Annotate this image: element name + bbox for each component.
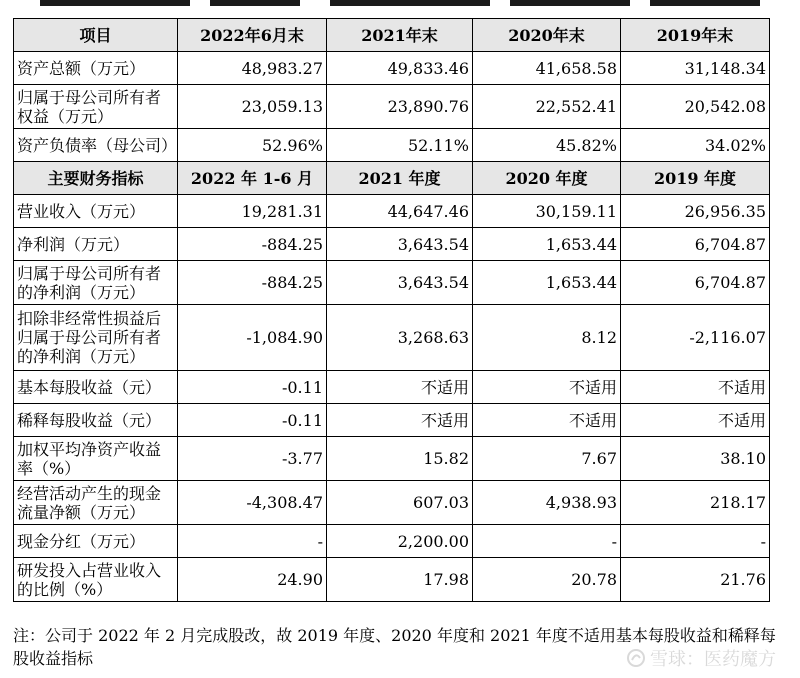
row-label	[14, 404, 178, 437]
table-row	[14, 404, 770, 437]
table-row	[14, 228, 770, 261]
table-row	[14, 85, 770, 129]
value-cell: -884.25	[178, 228, 327, 261]
value-cell: 607.03	[327, 481, 473, 525]
row-label-line: 资产负债率（母公司）	[17, 135, 178, 155]
row-label-line: 加权平均净资产收益	[17, 439, 162, 459]
row-label	[14, 481, 178, 525]
value-cell: 38.10	[621, 437, 770, 481]
value-cell: 3,268.63	[327, 305, 473, 371]
row-label-line: 营业收入（万元）	[17, 201, 146, 221]
value-cell: 不适用	[327, 404, 473, 437]
row-label-line: 的比例（%）	[17, 579, 113, 599]
table-row	[14, 261, 770, 305]
value-cell: -	[178, 525, 327, 558]
header-row-indicators	[14, 162, 770, 195]
row-label	[14, 261, 178, 305]
row-label	[14, 195, 178, 228]
value-cell: -884.25	[178, 261, 327, 305]
value-cell: 52.96%	[178, 129, 327, 162]
watermark-text: 雪球：医药魔方	[650, 649, 776, 670]
column-header: 2019年末	[621, 19, 770, 52]
value-cell: 34.02%	[621, 129, 770, 162]
financial-table	[13, 18, 770, 602]
value-cell: 23,890.76	[327, 85, 473, 129]
row-label-line: 权益（万元）	[17, 106, 114, 126]
table-row	[14, 195, 770, 228]
row-label	[14, 228, 178, 261]
value-cell: 31,148.34	[621, 52, 770, 85]
value-cell: 218.17	[621, 481, 770, 525]
value-cell: 44,647.46	[327, 195, 473, 228]
value-cell: 52.11%	[327, 129, 473, 162]
row-label	[14, 371, 178, 404]
value-cell: 不适用	[327, 371, 473, 404]
table-row	[14, 52, 770, 85]
value-cell: -4,308.47	[178, 481, 327, 525]
value-cell: 45.82%	[473, 129, 621, 162]
watermark	[626, 645, 776, 671]
row-label-line: 基本每股收益（元）	[17, 377, 162, 397]
value-cell: 26,956.35	[621, 195, 770, 228]
value-cell: -0.11	[178, 371, 327, 404]
value-cell: 6,704.87	[621, 228, 770, 261]
row-label-line: 率（%）	[17, 458, 81, 478]
row-label-line: 净利润（万元）	[17, 234, 130, 254]
table-row	[14, 129, 770, 162]
row-label-line: 流量净额（万元）	[17, 502, 146, 522]
column-header: 主要财务指标	[14, 162, 178, 195]
value-cell: 41,658.58	[473, 52, 621, 85]
value-cell: 7.67	[473, 437, 621, 481]
value-cell: 20,542.08	[621, 85, 770, 129]
table-row	[14, 371, 770, 404]
value-cell: 6,704.87	[621, 261, 770, 305]
value-cell: 49,833.46	[327, 52, 473, 85]
value-cell: 20.78	[473, 558, 621, 602]
value-cell: 48,983.27	[178, 52, 327, 85]
snowball-logo-icon	[626, 648, 646, 668]
table-row	[14, 525, 770, 558]
value-cell: -2,116.07	[621, 305, 770, 371]
row-label	[14, 525, 178, 558]
row-label-line: 归属于母公司所有者	[17, 328, 162, 347]
table-row	[14, 437, 770, 481]
value-cell: 3,643.54	[327, 261, 473, 305]
value-cell: -3.77	[178, 437, 327, 481]
table-row	[14, 305, 770, 371]
row-label	[14, 129, 178, 162]
row-label-line: 现金分红（万元）	[17, 531, 146, 551]
row-label	[14, 437, 178, 481]
row-label-line: 的净利润（万元）	[17, 282, 146, 302]
row-label-line: 资产总额（万元）	[17, 58, 146, 78]
column-header: 2021 年度	[327, 162, 473, 195]
column-header: 2020 年度	[473, 162, 621, 195]
value-cell: -1,084.90	[178, 305, 327, 371]
value-cell: 21.76	[621, 558, 770, 602]
value-cell: 2,200.00	[327, 525, 473, 558]
column-header: 2022 年 1-6 月	[178, 162, 327, 195]
table-row	[14, 558, 770, 602]
row-label	[14, 558, 178, 602]
table-footnote: 注：公司于 2022 年 2 月完成股改，故 2019 年度、2020 年度和 2021 年度不适用基本每股收益和稀释每股收益指标	[13, 626, 776, 668]
value-cell: 4,938.93	[473, 481, 621, 525]
cropped-previous-text	[0, 0, 800, 6]
column-header: 项目	[14, 19, 178, 52]
value-cell: 不适用	[473, 404, 621, 437]
value-cell: -0.11	[178, 404, 327, 437]
value-cell: 不适用	[621, 371, 770, 404]
financial-table-body	[14, 19, 770, 602]
value-cell: 23,059.13	[178, 85, 327, 129]
value-cell: 19,281.31	[178, 195, 327, 228]
row-label-line: 的净利润（万元）	[17, 347, 146, 366]
value-cell: 17.98	[327, 558, 473, 602]
value-cell: 不适用	[621, 404, 770, 437]
value-cell: 3,643.54	[327, 228, 473, 261]
value-cell: 1,653.44	[473, 261, 621, 305]
column-header: 2019 年度	[621, 162, 770, 195]
value-cell: 8.12	[473, 305, 621, 371]
row-label	[14, 305, 178, 371]
row-label	[14, 85, 178, 129]
header-row-balance	[14, 19, 770, 52]
column-header: 2022年6月末	[178, 19, 327, 52]
value-cell: 1,653.44	[473, 228, 621, 261]
row-label-line: 归属于母公司所有者	[17, 263, 162, 283]
column-header: 2020年末	[473, 19, 621, 52]
row-label-line: 稀释每股收益（元）	[17, 410, 162, 430]
row-label	[14, 52, 178, 85]
value-cell: -	[473, 525, 621, 558]
row-label-line: 归属于母公司所有者	[17, 87, 162, 107]
row-label-line: 经营活动产生的现金	[17, 483, 162, 503]
value-cell: 15.82	[327, 437, 473, 481]
value-cell: 22,552.41	[473, 85, 621, 129]
value-cell: 24.90	[178, 558, 327, 602]
value-cell: -	[621, 525, 770, 558]
row-label-line: 研发投入占营业收入	[17, 560, 162, 580]
table-row	[14, 481, 770, 525]
column-header: 2021年末	[327, 19, 473, 52]
value-cell: 不适用	[473, 371, 621, 404]
row-label-line: 扣除非经常性损益后	[17, 309, 162, 328]
value-cell: 30,159.11	[473, 195, 621, 228]
